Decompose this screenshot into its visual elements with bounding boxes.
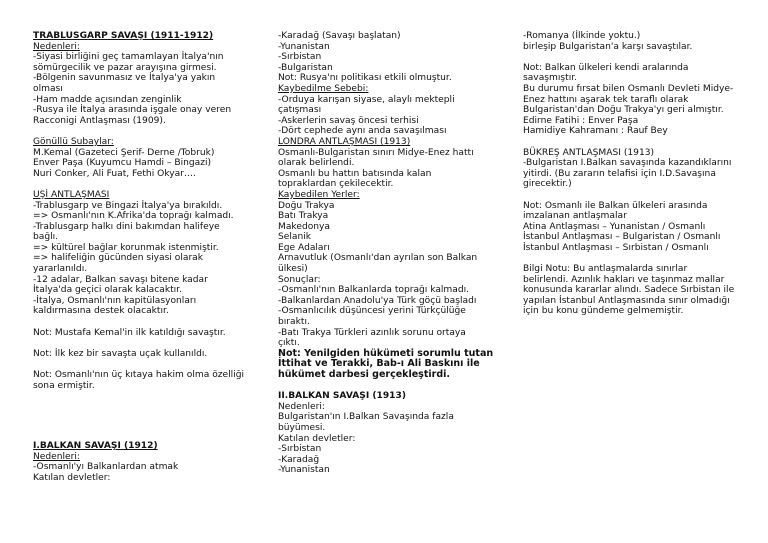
text-line: -Sırbistan bbox=[278, 444, 322, 455]
text-line: -Osmanlı'nın Balkanlarda toprağı kalmadı. bbox=[278, 285, 470, 296]
column-left bbox=[33, 31, 258, 484]
text-line: -Bulgaristan bbox=[278, 62, 333, 73]
column-right bbox=[523, 31, 748, 317]
text-line: -Rusya ile İtalya arasında işgale onay veren bbox=[33, 105, 232, 116]
text-line: UŞİ ANTLAŞMASI bbox=[33, 189, 110, 200]
text-line: Bulgaristan'dan Doğu Trakya'yı geri almıştır. bbox=[523, 105, 724, 116]
text-line: -Siyasi birliğini geç tamamlayan İtalya'nın bbox=[33, 52, 224, 63]
text-line: -Bölgenin savunmasız ve İtalya'ya yakın bbox=[33, 73, 216, 84]
text-line: -İtalya, Osmanlı'nın kapitülasyonları bbox=[33, 295, 197, 306]
text-line: belirlendi. Azınlık hakları ve taşınmaz mallar bbox=[523, 274, 725, 285]
text-line: Arnavutluk (Osmanlı'dan ayrılan son Balkan bbox=[278, 253, 478, 264]
text-line: -Yunanistan bbox=[278, 41, 330, 52]
text-line: İtalya'da geçici olarak kalacaktır. bbox=[33, 285, 182, 296]
text-line: -Ham madde açısından zenginlik bbox=[33, 94, 182, 105]
spacer bbox=[523, 253, 748, 264]
section-heading: İttihat ve Terakki, Bab-ı Ali Baskını ile bbox=[278, 358, 480, 370]
text-line: Katılan devletler: bbox=[33, 472, 111, 483]
text-line: sömürgecilik ve pazar arayışına girmesi. bbox=[33, 62, 217, 73]
text-line: Enver Paşa (Kuyumcu Hamdi – Bingazi) bbox=[33, 158, 212, 169]
spacer bbox=[523, 137, 748, 148]
text-line: Katılan devletler: bbox=[278, 433, 356, 444]
section-heading: TRABLUSGARP SAVAŞI (1911-1912) bbox=[33, 31, 214, 41]
text-line: Bu durumu fırsat bilen Osmanlı Devleti Midye- bbox=[523, 83, 734, 94]
text-line: yapılan İstanbul Antlaşmasında sınır olmadığı bbox=[523, 295, 730, 306]
text-line: Sonuçlar: bbox=[278, 274, 321, 285]
text-line: -Bulgaristan I.Balkan savaşında kazandıklarını bbox=[523, 158, 732, 169]
text-line: Batı Trakya bbox=[278, 211, 329, 222]
text-line: => halifeliğin gücünden siyasi olarak bbox=[33, 253, 204, 264]
text-line: BÜKREŞ ANTLAŞMASI (1913) bbox=[523, 147, 655, 158]
text-line: Not: Rusya'nı politikası etkili olmuştur. bbox=[278, 73, 452, 84]
text-line: ülkesi) bbox=[278, 264, 308, 275]
text-line: -Karadağ (Savaşı başlatan) bbox=[278, 31, 401, 41]
spacer bbox=[523, 190, 748, 201]
text-line: İstanbul Antlaşması – Bulgaristan / Osmanlı bbox=[523, 232, 721, 243]
text-line: -Osmanlıcılık düşüncesi yerini Türkçülüğe bbox=[278, 306, 466, 317]
text-line: büyümesi. bbox=[278, 422, 326, 433]
text-line: LONDRA ANTLAŞMASI (1913) bbox=[278, 136, 411, 147]
text-line: Nedenleri: bbox=[278, 401, 325, 412]
spacer bbox=[33, 317, 258, 328]
text-line: -Orduya karışan siyase, alaylı mektepli bbox=[278, 94, 455, 105]
text-line: Enez hattını aşarak tek taraflı olarak bbox=[523, 94, 689, 105]
text-line: Racconigi Antlaşması (1909). bbox=[33, 115, 166, 126]
spacer bbox=[278, 381, 508, 392]
section-heading: hükümet darbesi gerçekleştirdi. bbox=[278, 369, 450, 380]
text-line: => Osmanlı'nın K.Afrika'da toprağı kalmadı. bbox=[33, 211, 234, 222]
column-middle bbox=[278, 31, 508, 476]
text-line: Not: İlk kez bir savaşta uçak kullanıldı. bbox=[33, 348, 208, 359]
text-line: Nuri Conker, Ali Fuat, Fethi Okyar…. bbox=[33, 168, 196, 179]
text-line: yararlanıldı. bbox=[33, 264, 88, 275]
text-line: -Askerlerin savaş öncesi terhisi bbox=[278, 115, 419, 126]
text-line: Edirne Fatihi : Enver Paşa bbox=[523, 115, 639, 126]
spacer bbox=[33, 126, 258, 137]
spacer bbox=[33, 338, 258, 349]
text-line: -Osmanlı'yı Balkanlardan atmak bbox=[33, 462, 179, 473]
text-line: Bilgi Notu: Bu antlaşmalarda sınırlar bbox=[523, 264, 688, 275]
text-line: Ege Adaları bbox=[278, 242, 330, 253]
text-line: yitirdi. (Bu zararın telafisi için I.D.Savaşına bbox=[523, 168, 716, 179]
text-line: => kültürel bağlar korunmak istenmiştir. bbox=[33, 242, 219, 253]
text-line: -Sırbistan bbox=[278, 52, 322, 63]
text-line: olması bbox=[33, 83, 63, 94]
text-line: Nedenleri: bbox=[33, 41, 80, 52]
section-heading: II.BALKAN SAVAŞI (1913) bbox=[278, 391, 406, 402]
section-heading: I.BALKAN SAVAŞI (1912) bbox=[33, 441, 158, 452]
spacer bbox=[33, 359, 258, 370]
text-line: Gönüllü Subaylar: bbox=[33, 136, 114, 147]
text-line: olarak belirlendi. bbox=[278, 158, 355, 169]
text-line: imzalanan antlaşmalar bbox=[523, 211, 627, 222]
text-line: çıktı. bbox=[278, 338, 300, 349]
text-line: Atina Antlaşması – Yunanistan / Osmanlı bbox=[523, 221, 706, 232]
text-line: -Yunanistan bbox=[278, 465, 330, 476]
text-line: -Balkanlardan Anadolu'ya Türk göçü başladı bbox=[278, 295, 477, 306]
section-heading: Not: Yenilgiden hükümeti sorumlu tutan bbox=[278, 347, 494, 359]
text-line: Bulgaristan'ın I.Balkan Savaşında fazla bbox=[278, 412, 454, 423]
text-line: savaşmıştır. bbox=[523, 73, 578, 84]
text-line: çatışması bbox=[278, 105, 322, 116]
text-line: Kaybedilen Yerler: bbox=[278, 189, 360, 200]
text-line: girecektir.) bbox=[523, 179, 572, 190]
text-line: M.Kemal (Gazeteci Şerif- Derne /Tobruk) bbox=[33, 147, 215, 158]
text-line: bıraktı. bbox=[278, 317, 310, 328]
text-line: -12 adalar, Balkan savaşı bitene kadar bbox=[33, 274, 208, 285]
text-line: İstanbul Antlaşması – Sırbistan / Osmanlı bbox=[523, 242, 709, 253]
text-line: -Trablusgarp halkı dini bakımdan halifeye bbox=[33, 221, 220, 232]
text-line: -Karadağ bbox=[278, 454, 320, 465]
spacer bbox=[523, 52, 748, 63]
text-line: bağlı. bbox=[33, 232, 59, 243]
text-line: -Batı Trakya Türkleri azınlık sorunu ortaya bbox=[278, 327, 466, 338]
text-line: topraklardan çekilecektir. bbox=[278, 179, 394, 190]
text-line: için bu konu gündeme gelmemiştir. bbox=[523, 306, 684, 317]
text-line: Kaybedilme Sebebi: bbox=[278, 83, 369, 94]
text-line: sona ermiştir. bbox=[33, 380, 95, 391]
text-line: Selanik bbox=[278, 232, 312, 243]
text-line: Osmanlı-Bulgaristan sınırı Midye-Enez hattı bbox=[278, 147, 474, 158]
text-line: Nedenleri: bbox=[33, 451, 80, 462]
text-line: birleşip Bulgaristan'a karşı savaştılar. bbox=[523, 41, 693, 52]
text-line: Osmanlı bu hattın batısında kalan bbox=[278, 168, 432, 179]
text-line: Not: Osmanlı'nın üç kıtaya hakim olma özelliği bbox=[33, 370, 245, 380]
text-line: Makedonya bbox=[278, 221, 331, 232]
text-line: kaldırmasına destek olacaktır. bbox=[33, 306, 169, 317]
text-line: konusunda kararlar alındı. Sadece Sırbistan ile bbox=[523, 285, 735, 296]
text-line: Not: Balkan ülkeleri kendi aralarında bbox=[523, 62, 689, 73]
spacer bbox=[33, 391, 258, 441]
text-line: Not: Osmanlı ile Balkan ülkeleri arasında bbox=[523, 200, 708, 211]
text-line: Doğu Trakya bbox=[278, 200, 335, 211]
spacer bbox=[33, 179, 258, 190]
text-line: -Trablusgarp ve Bingazi İtalya'ya bırakıldı. bbox=[33, 200, 223, 211]
text-line: -Romanya (İlkinde yoktu.) bbox=[523, 31, 641, 41]
text-line: Not: Mustafa Kemal'in ilk katıldığı savaştır. bbox=[33, 327, 226, 338]
text-line: -Dört cephede aynı anda savaşılması bbox=[278, 126, 447, 137]
text-line: Hamidiye Kahramanı : Rauf Bey bbox=[523, 126, 668, 137]
